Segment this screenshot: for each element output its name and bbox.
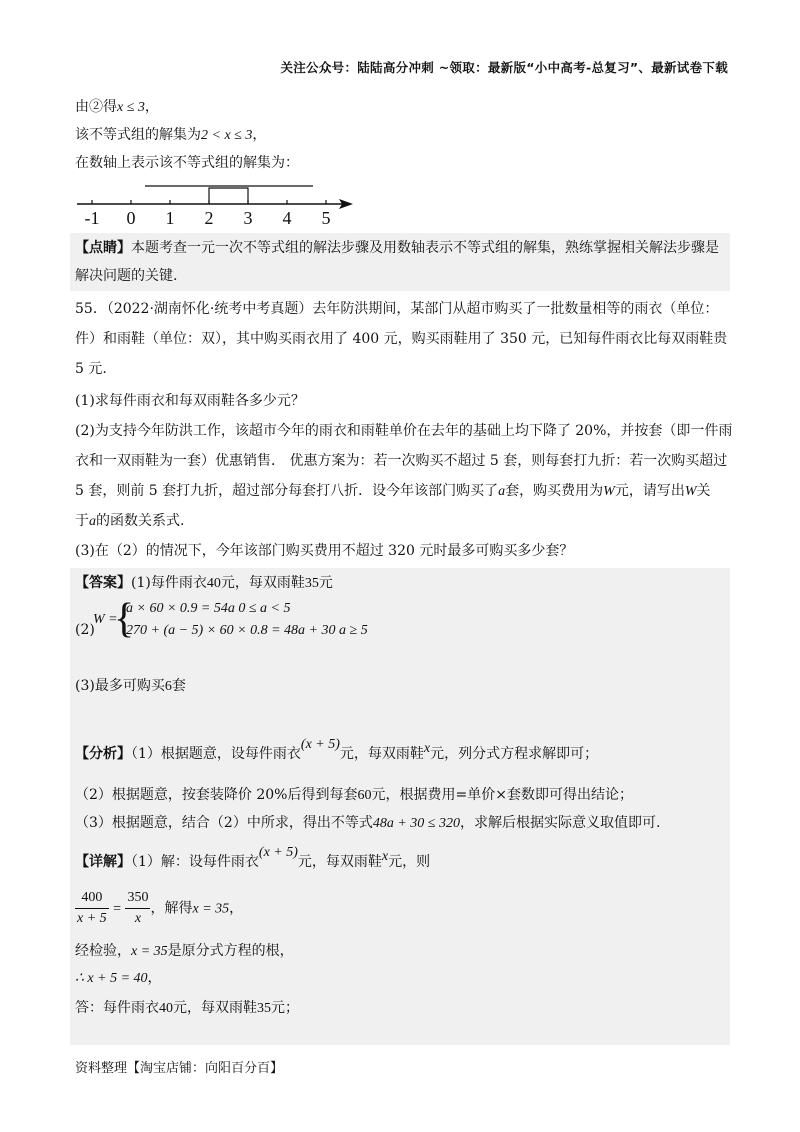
detail-line-1: 【详解】（1）解：设每件雨衣(x + 5)元，每双雨鞋x元，则 xyxy=(75,845,431,870)
prev-line-3: 在数轴上表示该不等式组的解集为： xyxy=(75,155,299,171)
analysis-line-3: （3）根据题意，结合（2）中所求，得出不等式48a + 30 ≤ 320，求解后根据实际意义取值即可. xyxy=(75,815,661,831)
prev-line-1: 由②得x ≤ 3， xyxy=(75,99,159,115)
detail-answer: 答：每件雨衣40元，每双雨鞋35元； xyxy=(75,1000,299,1016)
answer-2-label: (2) xyxy=(75,622,95,638)
problem-line-1: 55．（2022·湖南怀化·统考中考真题）去年防洪期间，某部门从超市购买了一批数量相等的雨衣（单位： xyxy=(75,301,719,317)
axis-tick-label: 4 xyxy=(282,208,292,228)
axis-tick-label: 3 xyxy=(243,208,253,228)
detail-therefore: ∴ x + 5 = 40， xyxy=(75,970,162,986)
dianqing-line-2: 解决问题的关键. xyxy=(75,268,178,284)
question-2-line-2: 衣和一双雨鞋为一套）优惠销售． 优惠方案为：若一次购买不超过 5 套，则每套打九折：若一次购买超过 xyxy=(75,453,728,469)
answer-2-lhs: W = xyxy=(93,612,118,627)
fraction-right: $\frac{350}{x}$ xyxy=(127,890,149,926)
prev-line-2: 该不等式组的解集为2 < x ≤ 3， xyxy=(75,127,267,143)
question-2-line-4: 于a的函数关系式. xyxy=(75,513,185,529)
dianqing-line-1: 【点睛】本题考查一元一次不等式组的解法步骤及用数轴表示不等式组的解集，熟练掌握相关解法步骤是 xyxy=(75,240,719,256)
fraction-equation: $\frac{400}{x + 5}$ = $\frac{350}{x}$ ，解得x = 35， xyxy=(75,888,243,929)
answer-line-3: (3)最多可购买6套 xyxy=(75,678,186,694)
problem-line-2: 件）和雨鞋（单位：双），其中购买雨衣用了 400 元，购买雨鞋用了 350 元，已知每件雨衣比每双雨鞋贵 xyxy=(75,331,728,347)
axis-tick-label: 0 xyxy=(126,208,136,228)
question-3: (3)在（2）的情况下，今年该部门购买费用不超过 320 元时最多可购买多少套？ xyxy=(75,543,574,559)
page-header: 关注公众号：陆陆高分冲刺 ~领取：最新版“小中高考-总复习”、最新试卷下载 xyxy=(280,60,728,75)
question-2-line-3: 5 套，则前 5 套打九折，超过部分每套打八折．设今年该部门购买了a套，购买费用为W元，请写出W关 xyxy=(75,483,711,499)
page-footer: 资料整理【淘宝店铺：向阳百分百】 xyxy=(75,1061,284,1076)
answer-line-1: 【答案】(1)每件雨衣40元，每双雨鞋35元 xyxy=(75,575,333,591)
detail-check: 经检验，x = 35是原分式方程的根， xyxy=(75,943,294,959)
axis-tick-label: 2 xyxy=(204,208,214,228)
piecewise-case-1: a × 60 × 0.9 = 54a 0 ≤ a < 5 xyxy=(126,601,291,616)
axis-tick-label: -1 xyxy=(84,208,100,228)
answer-block xyxy=(70,568,730,1045)
axis-tick-label: 1 xyxy=(165,208,175,228)
axis-tick-label: 5 xyxy=(321,208,331,228)
problem-line-3: 5 元. xyxy=(75,361,107,377)
fraction-left: $\frac{400}{x + 5}$ xyxy=(77,890,107,926)
question-1: (1)求每件雨衣和每双雨鞋各多少元？ xyxy=(75,393,305,409)
solution-bracket xyxy=(209,188,248,204)
question-2-line-1: (2)为支持今年防洪工作，该超市今年的雨衣和雨鞋单价在去年的基础上均下降了 20%，并按套（即一件雨 xyxy=(75,423,733,439)
analysis-line-2: （2）根据题意，按套装降价 20%后得到每套60元，根据费用=单价×套数即可得出结论； xyxy=(75,787,633,803)
analysis-line-1: 【分析】（1）根据题意，设每件雨衣(x + 5)元，每双雨鞋x元，列分式方程求解即可； xyxy=(75,737,599,762)
number-line xyxy=(75,178,365,228)
piecewise-brace: { xyxy=(114,596,135,642)
piecewise-case-2: 270 + (a − 5) × 60 × 0.8 = 48a + 30 a ≥ 5 xyxy=(126,623,368,638)
